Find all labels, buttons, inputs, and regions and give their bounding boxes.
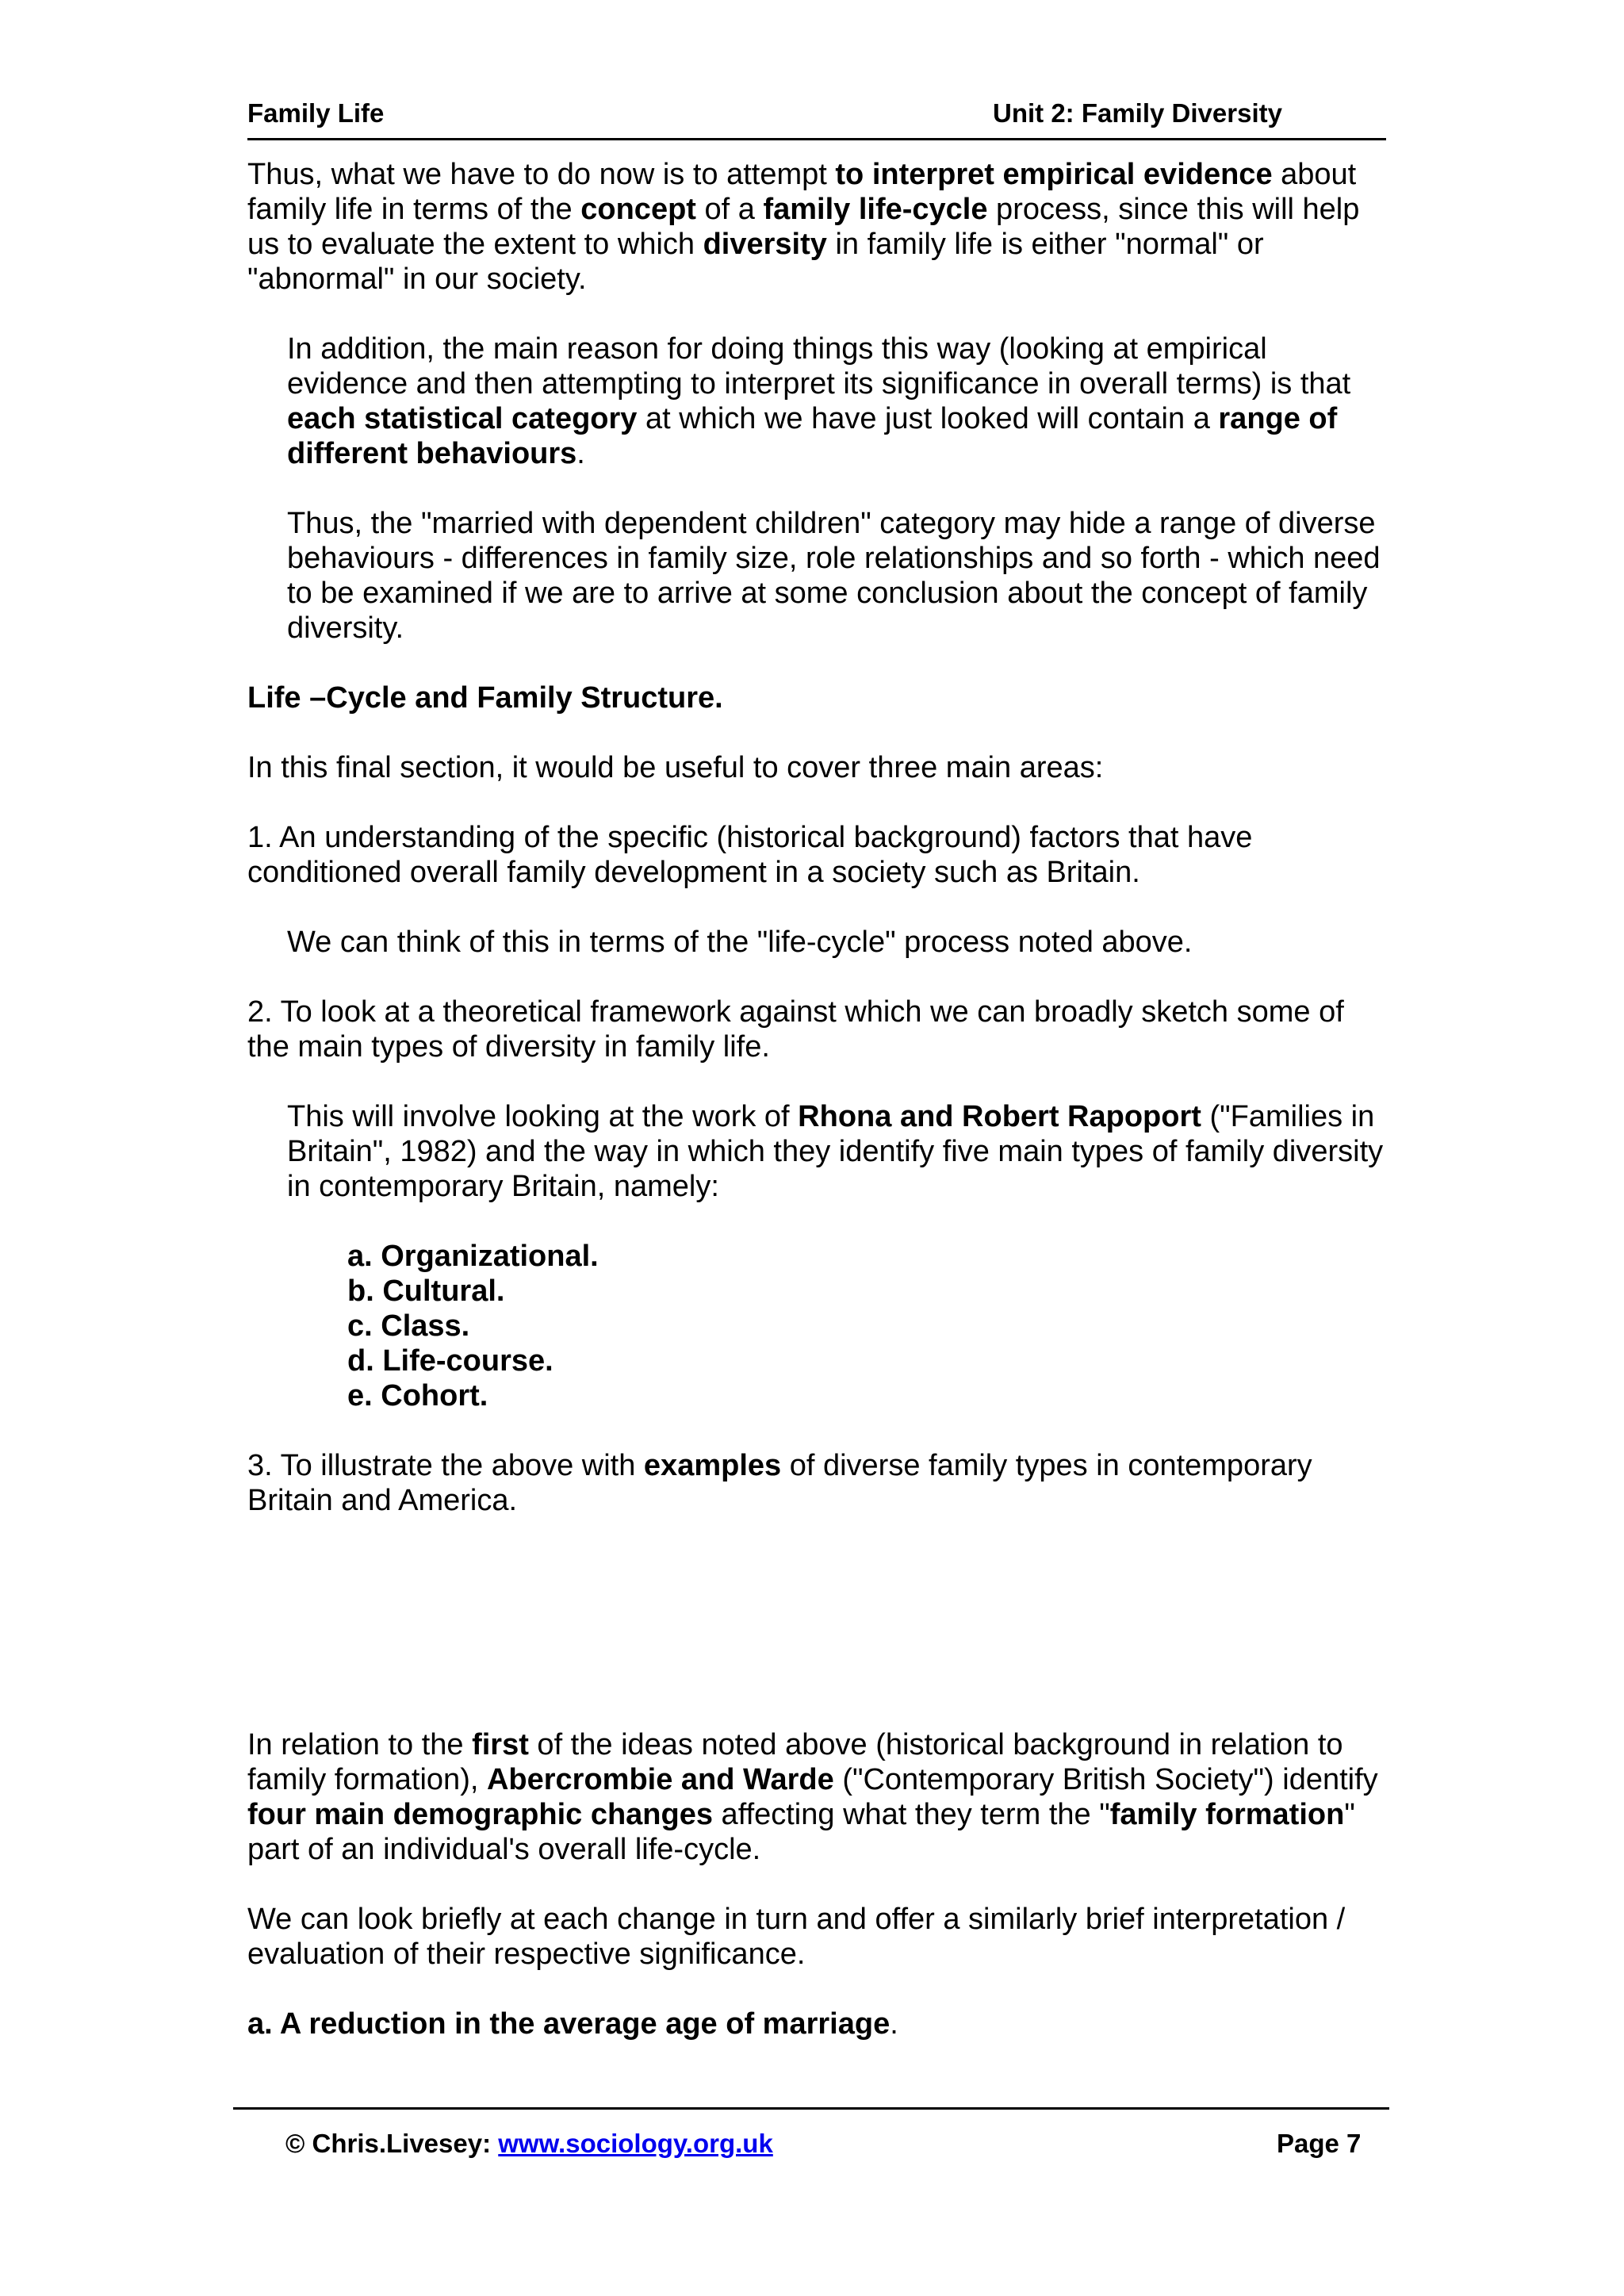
bold-run: a. A reduction in the average age of marriage bbox=[247, 2007, 891, 2041]
text-run: Thus, what we have to do now is to attempt bbox=[247, 158, 836, 191]
blank-space bbox=[247, 1553, 1389, 1727]
bold-run: range of different behaviours bbox=[287, 402, 1338, 470]
paragraph-point-2: 2. To look at a theoretical framework against which we can broadly sketch some of the main types of diversity in family life. bbox=[247, 995, 1344, 1064]
text-run: of the ideas noted above (historical background in relation to family formation), bbox=[247, 1728, 1343, 1796]
text-run: . bbox=[890, 2007, 898, 2041]
paragraph-rapoport bbox=[247, 1099, 1389, 1204]
paragraph-final-section: In this final section, it would be useful to cover three main areas: bbox=[247, 751, 1104, 784]
subheading-marriage-age bbox=[247, 2007, 1389, 2041]
list-item: d. Life-course. bbox=[347, 1344, 553, 1378]
text-run: This will involve looking at the work of bbox=[287, 1100, 799, 1133]
paragraph-life-cycle-note: We can think of this in terms of the "life-cycle" process noted above. bbox=[287, 926, 1193, 959]
paragraph-addition bbox=[247, 332, 1389, 471]
text-run: process, since this will help us to evaluate the extent to which bbox=[247, 193, 1360, 261]
page-number: Page 7 bbox=[1277, 2129, 1362, 2158]
bold-run: examples bbox=[643, 1449, 782, 1482]
footer-divider bbox=[233, 2107, 1389, 2110]
list-item: c. Class. bbox=[347, 1309, 470, 1343]
bold-run: each statistical category bbox=[287, 402, 638, 435]
list-item: b. Cultural. bbox=[347, 1274, 505, 1308]
bold-run: family formation bbox=[1109, 1798, 1345, 1831]
paragraph-briefly: We can look briefly at each change in turn and offer a similarly brief interpretation / evaluation of their respective significance. bbox=[247, 1903, 1346, 1971]
bold-run: to interpret empirical evidence bbox=[835, 158, 1273, 191]
paragraph-married-category: Thus, the "married with dependent children" category may hide a range of diverse behaviours - differences in family size, role relationships and so forth - which need to be examined if we are to arrive at some conclusion about the concept of family diversity. bbox=[287, 507, 1381, 645]
copyright-text: © Chris.Livesey: bbox=[285, 2129, 499, 2158]
list-item: a. Organizational. bbox=[347, 1240, 599, 1273]
bold-run: four main demographic changes bbox=[247, 1798, 713, 1831]
paragraph-intro bbox=[247, 157, 1389, 297]
bold-run: concept bbox=[580, 193, 696, 226]
text-run: . bbox=[576, 437, 585, 470]
page-header bbox=[247, 98, 1386, 140]
list-item: e. Cohort. bbox=[347, 1379, 488, 1412]
paragraph-point-3 bbox=[247, 1448, 1389, 1518]
text-run: In addition, the main reason for doing things this way (looking at empirical evidence and then attempting to interpret its significance in overall terms) is that bbox=[287, 332, 1351, 401]
text-run: in family life is either "normal" or "abnormal" in our society. bbox=[247, 228, 1264, 296]
header-unit: Unit 2: Family Diversity bbox=[993, 98, 1282, 128]
paragraph-point-1: 1. An understanding of the specific (historical background) factors that have conditioned overall family development in a society such as Britain. bbox=[247, 821, 1253, 889]
bold-run: family life-cycle bbox=[763, 193, 988, 226]
bold-run: first bbox=[472, 1728, 529, 1761]
heading-text: Life –Cycle and Family Structure. bbox=[247, 681, 723, 715]
text-run: ("Contemporary British Society") identify bbox=[833, 1763, 1378, 1796]
document-body bbox=[247, 157, 1389, 2076]
text-run: of a bbox=[695, 193, 764, 226]
bold-run: diversity bbox=[703, 228, 827, 261]
text-run: In relation to the bbox=[247, 1728, 473, 1761]
bold-run: Rhona and Robert Rapoport bbox=[798, 1100, 1201, 1133]
header-title: Family Life bbox=[247, 98, 385, 128]
text-run: at which we have just looked will contain a bbox=[637, 402, 1219, 435]
text-run: about family life in terms of the bbox=[247, 158, 1357, 226]
diversity-types-list bbox=[247, 1239, 1389, 1413]
text-run: ("Families in Britain", 1982) and the way in which they identify five main types of family diversity in contemporary Britain, namely: bbox=[287, 1100, 1384, 1203]
bold-run: Abercrombie and Warde bbox=[486, 1763, 834, 1796]
text-run: of diverse family types in contemporary Britain and America. bbox=[247, 1449, 1312, 1517]
text-run: " part of an individual's overall life-cycle. bbox=[247, 1798, 1355, 1866]
text-run: 3. To illustrate the above with bbox=[247, 1449, 644, 1482]
website-link[interactable]: www.sociology.org.uk bbox=[498, 2129, 773, 2158]
footer-copyright bbox=[285, 2129, 773, 2159]
section-heading bbox=[247, 680, 1389, 715]
text-run: affecting what they term the " bbox=[713, 1798, 1110, 1831]
paragraph-abercrombie bbox=[247, 1727, 1389, 1867]
